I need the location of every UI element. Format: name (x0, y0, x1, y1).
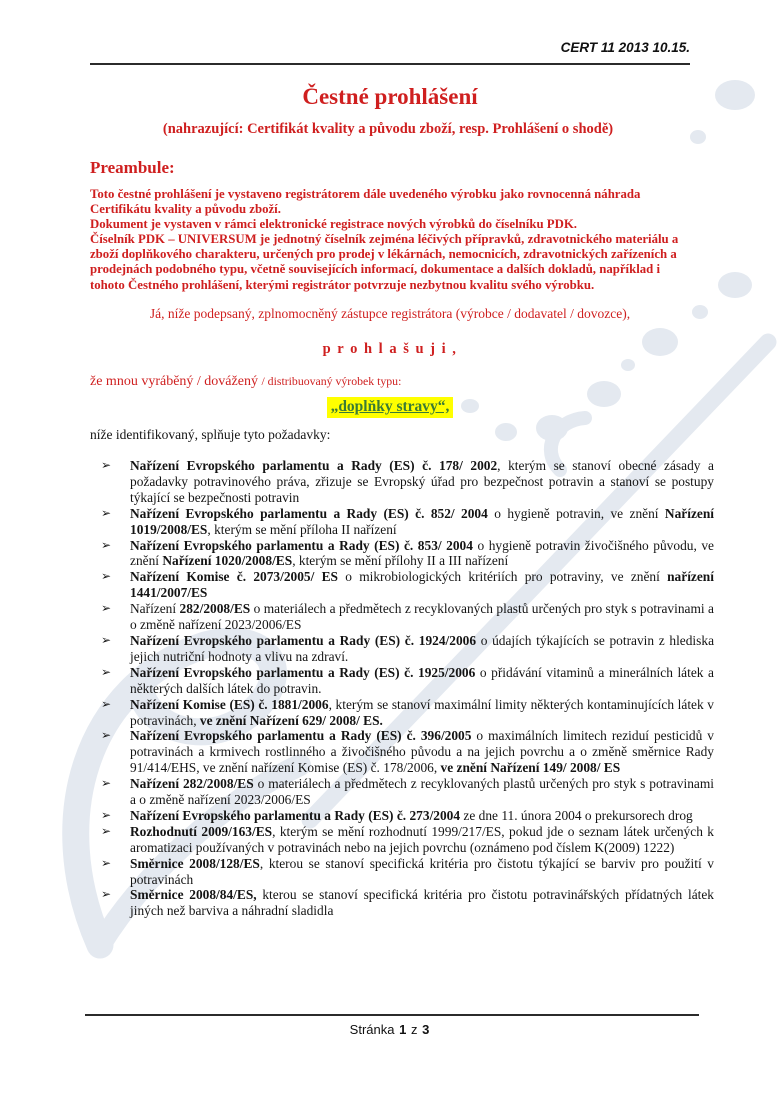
bullet-arrow-icon: ➢ (101, 537, 112, 552)
requirement-text: Nařízení 282/2008/ES o materiálech a předmětech z recyklovaných plastů určených pro styk s potravinami a o změně nařízení 2023/2006/ES (130, 776, 715, 808)
product-line-small: / distribuovaný výrobek typu: (261, 374, 402, 388)
requirement-text: Nařízení Evropského parlamentu a Rady (ES) č. 852/ 2004 o hygieně potravin, ve znění Nařízení 1019/2008/ES, kterým se mění příloha II nařízení (130, 505, 715, 537)
footer-divider (85, 1014, 699, 1016)
bullet-arrow-icon: ➢ (101, 664, 112, 679)
requirement-item (100, 665, 714, 697)
requirement-item (100, 728, 714, 776)
product-type-highlight: „doplňky stravy“, (327, 397, 454, 418)
bullet-arrow-icon: ➢ (101, 823, 112, 838)
requirement-item (100, 887, 714, 919)
requirement-text: Směrnice 2008/128/ES, kterou se stanoví specifická kritéria pro čistotu týkající se barviv pro použití v potravinách (130, 855, 715, 887)
requirement-text: Nařízení Evropského parlamentu a Rady (ES) č. 396/2005 o maximálních limitech reziduí pesticidů v potravinách a krmivech rostlinného a živočišného původu a na jejich povrchu a o změně směrnice Rady 91/414/EHS, ve znění nařízení Komise (ES) č. 178/2006, ve znění Nařízení 149/ 2008/ ES (130, 728, 714, 776)
requirement-text: Nařízení Komise (ES) č. 1881/2006, kterým se stanoví maximální limity některých kontaminujících látek v potravinách, ve znění Nařízení 629/ 2008/ ES. (130, 696, 714, 728)
bullet-arrow-icon: ➢ (101, 632, 112, 647)
preamble-paragraph: Toto čestné prohlášení je vystaveno registrátorem dále uvedeného výrobku jako rovnocenná náhrada Certifikátu kvality a původu zboží. (90, 187, 641, 217)
document-code: CERT 11 2013 10.15. (560, 40, 690, 55)
header-divider (90, 63, 690, 65)
preamble-block (90, 187, 682, 293)
footer-label: Stránka (349, 1022, 395, 1037)
page-footer (90, 1022, 690, 1037)
requirement-text: Nařízení Evropského parlamentu a Rady (ES) č. 853/ 2004 o hygieně potravin živočišného původu, ve znění Nařízení 1020/2008/ES, kterým se mění přílohy II a III nařízení (130, 537, 714, 569)
preambule-heading: Preambule: (90, 158, 175, 177)
page-subtitle: (nahrazující: Certifikát kvality a původu zboží, resp. Prohlášení o shodě) (162, 121, 614, 137)
requirement-item (100, 538, 714, 570)
bullet-arrow-icon: ➢ (101, 505, 112, 520)
bullet-arrow-icon: ➢ (101, 776, 112, 791)
declaration-verb: p r o h l a š u j i , (322, 341, 458, 357)
requirement-text: Rozhodnutí 2009/163/ES, kterým se mění rozhodnutí 1999/217/ES, pokud jde o seznam látek určených k aromatizaci používaných v potravinách nebo na jejich povrchu (oznámeno pod číslem K(2009) 1222) (130, 823, 714, 855)
requirement-text: Nařízení 282/2008/ES o materiálech a předmětech z recyklovaných plastů určených pro styk s potravinami a o změně nařízení 2023/2006/ES (130, 601, 714, 633)
footer-separator: z (410, 1022, 418, 1037)
requirement-item (100, 856, 714, 888)
requirements-list (100, 458, 714, 919)
requirement-text: Nařízení Komise č. 2073/2005/ ES o mikrobiologických kritériích pro potraviny, ve znění nařízení 1441/2007/ES (130, 569, 714, 601)
bullet-arrow-icon: ➢ (101, 887, 112, 902)
requirement-item (100, 824, 714, 856)
requirement-text: Nařízení Evropského parlamentu a Rady (ES) č. 273/2004 ze dne 11. února 2004 o prekursorech drog (130, 807, 693, 823)
bullet-arrow-icon: ➢ (101, 458, 112, 472)
requirement-text: Nařízení Evropského parlamentu a Rady (ES) č. 1924/2006 o údajích týkajících se potravin z hlediska jejich nutriční hodnoty a vlivu na zdraví. (130, 632, 715, 664)
product-type-line (90, 374, 710, 390)
page-title: Čestné prohlášení (302, 84, 478, 109)
preamble-paragraph: Číselník PDK – UNIVERSUM je jednotný číselník zejména léčivých přípravků, zdravotnického materiálu a zboží doplňkového charakteru, určených pro prodej v lékárnách, nemocnicích, zdravotnických zařízeních a prodejnách podobného typu, včetně souvisejících informací, dokumentace a dalších dokladů, například i tohoto Čestného prohlášení, kterými registrátor potvrzuje nezbytnou kvalitu svého výrobku. (90, 232, 679, 292)
requirement-item (100, 808, 714, 824)
preamble-paragraph: Dokument je vystaven v rámci elektronické registrace nových výrobků do číselníku PDK. (90, 217, 577, 232)
requirement-item (100, 569, 714, 601)
requirement-item (100, 776, 714, 808)
product-line-main: že mnou vyráběný / dovážený (90, 374, 262, 389)
footer-page-number: 1 (399, 1022, 407, 1037)
bullet-arrow-icon: ➢ (101, 569, 112, 584)
requirement-item (100, 458, 714, 506)
bullet-arrow-icon: ➢ (101, 728, 112, 743)
bullet-arrow-icon: ➢ (101, 696, 112, 711)
requirement-item (100, 697, 714, 729)
requirement-item (100, 506, 714, 538)
requirement-text: Směrnice 2008/84/ES, kterou se stanoví specifická kritéria pro čistotu potravinářských přídatných látek jiných než barviva a náhradní sladidla (130, 887, 714, 919)
requirement-item (100, 633, 714, 665)
requirement-text: Nařízení Evropského parlamentu a Rady (ES) č. 178/ 2002, kterým se stanoví obecné zásady a požadavky potravinového práva, zřizuje se Evropský úřad pro bezpečnost potravin a stanoví se postupy týkající se bezpečnosti potravin (130, 458, 714, 505)
requirement-item (100, 601, 714, 633)
bullet-arrow-icon: ➢ (101, 601, 112, 616)
declaration-intro: Já, níže podepsaný, zplnomocněný zástupce registrátora (výrobce / dodavatel / dovozce), (149, 306, 631, 321)
requirement-text: Nařízení Evropského parlamentu a Rady (ES) č. 1925/2006 o přidávání vitaminů a minerálních látek a některých dalších látek do potravin. (130, 664, 714, 696)
highlight-row (90, 397, 690, 418)
footer-total-pages: 3 (422, 1022, 430, 1037)
requirements-lead-in: níže identifikovaný, splňuje tyto požadavky: (90, 427, 331, 442)
bullet-arrow-icon: ➢ (101, 855, 112, 870)
bullet-arrow-icon: ➢ (101, 807, 112, 822)
